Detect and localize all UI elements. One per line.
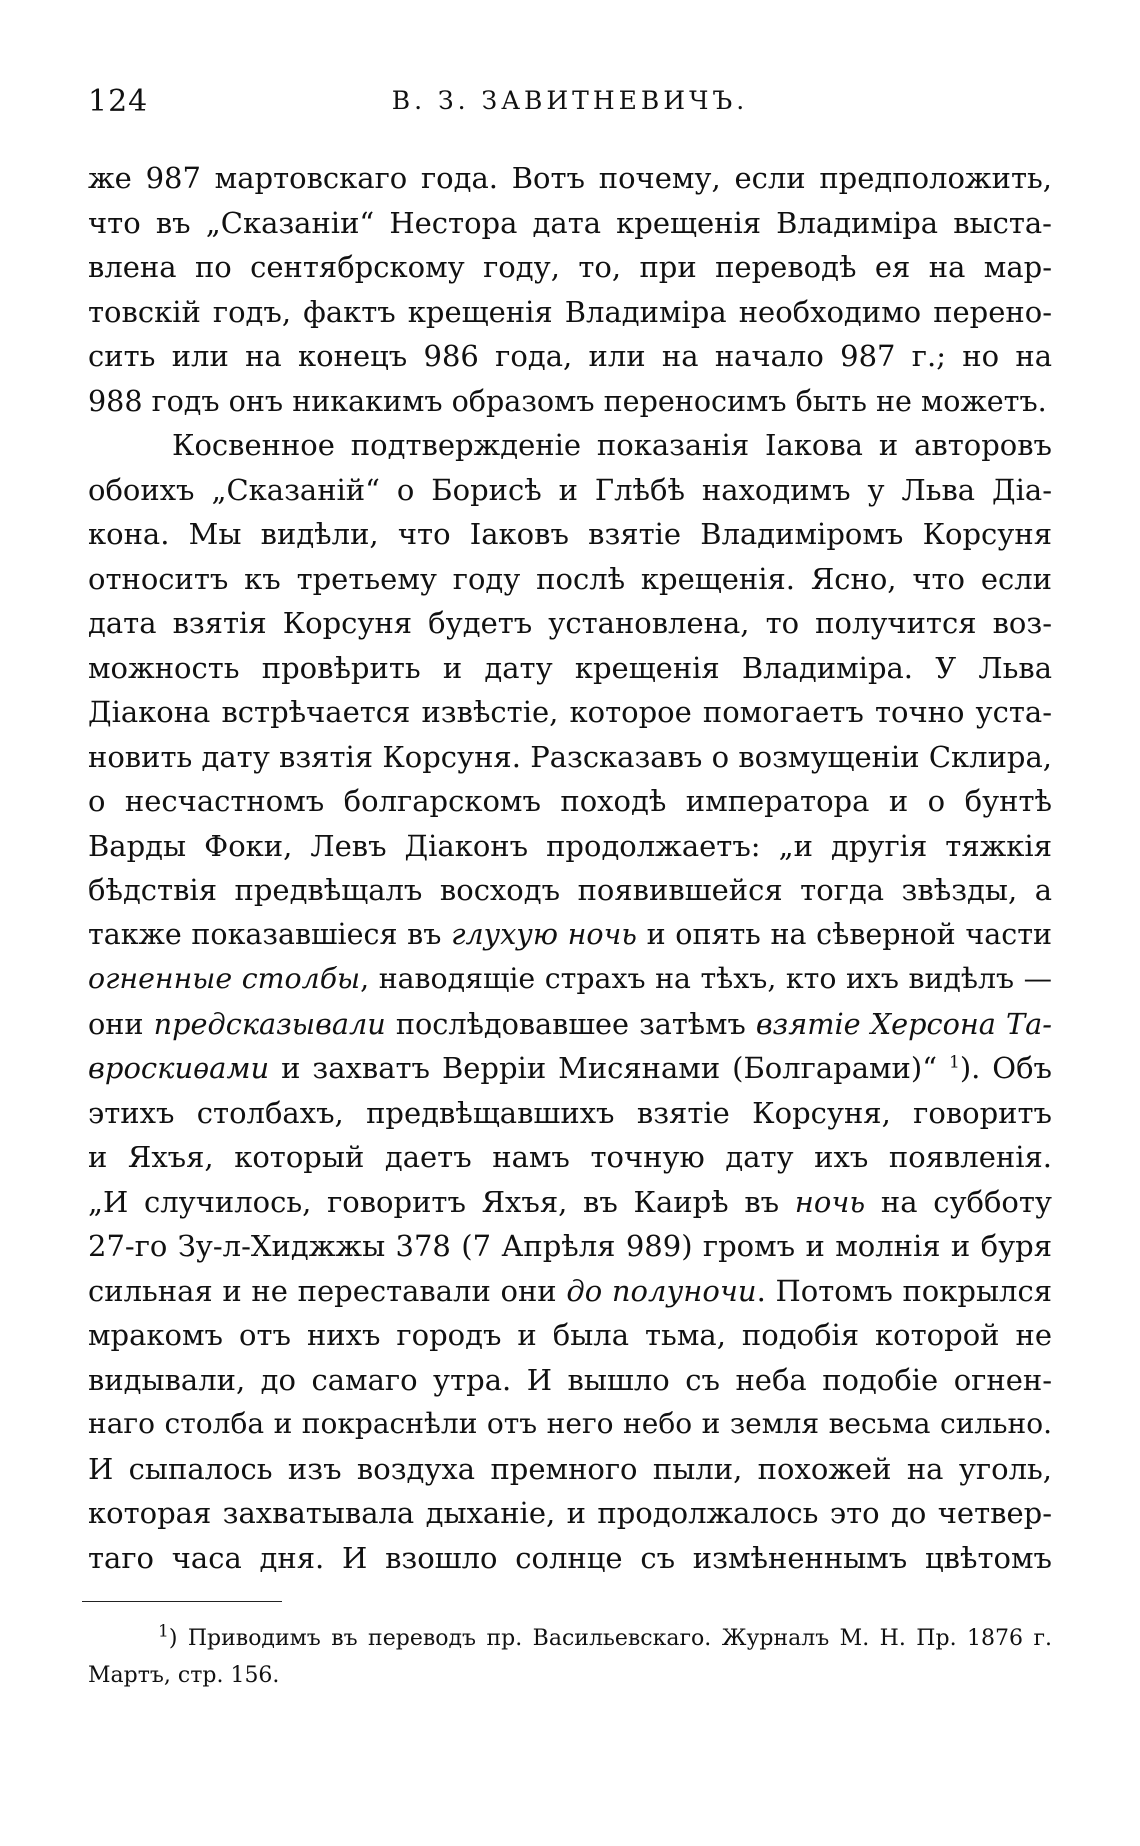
- footnote-reference[interactable]: 1: [948, 1052, 960, 1073]
- text-line: [88, 1046, 1052, 1091]
- text-line: же 987 мартовскаго года. Вотъ почему, если предположить,: [88, 161, 1052, 195]
- text-line: 988 годъ онъ никакимъ образомъ переносимъ быть не можетъ.: [88, 383, 1047, 418]
- text-segment: также показавшіеся въ: [88, 917, 452, 951]
- text-line: обоихъ „Сказаній“ о Борисѣ и Глѣбѣ находимъ у Льва Діа-: [88, 472, 1052, 507]
- text-segment: „И случилось, говоритъ Яхъя, въ Каирѣ въ: [88, 1184, 795, 1219]
- text-line: относитъ къ третьему году послѣ крещенія. Ясно, что если: [88, 561, 1052, 596]
- text-line: что въ „Сказаніи“ Нестора дата крещенія Владиміра выста-: [88, 205, 1052, 240]
- text-line: новить дату взятія Корсуня. Разсказавъ о возмущеніи Склира,: [88, 739, 1052, 774]
- footnote-divider: [82, 1601, 282, 1602]
- text-line: сить или на конецъ 986 года, или на начало 987 г.; но на: [88, 339, 1052, 373]
- text-segment: . Потомъ покрылся: [756, 1273, 1052, 1308]
- text-line: товскій годъ, фактъ крещенія Владиміра необходимо перено-: [88, 294, 1052, 329]
- text-segment: и захватъ Верріи Мисянами (Болгарами)“: [269, 1051, 949, 1085]
- text-line: можность провѣрить и дату крещенія Владиміра. У Льва: [88, 650, 1052, 685]
- text-segment: они: [88, 1006, 154, 1041]
- text-segment: и опять на сѣверной части: [636, 917, 1052, 951]
- text-segment: , наводящіе страхъ на тѣхъ, кто ихъ видѣлъ —: [360, 962, 1052, 995]
- text-line: которая захватывала дыханіе, и продолжалось это до четвер-: [88, 1496, 1052, 1530]
- text-line: 27-го Зу-л-Хиджжы 378 (7 Апрѣля 989) громъ и молнія и буря: [88, 1229, 1052, 1263]
- footnote-line: [88, 1620, 1052, 1657]
- text-segment: послѣдовавшее затѣмъ: [385, 1006, 756, 1041]
- page-number: 124: [88, 84, 149, 119]
- footnote-text: ) Приводимъ въ переводъ пр. Васильевскаго. Журналъ М. Н. Пр. 1876 г.: [168, 1626, 1052, 1651]
- text-line: Варды Фоки, Левъ Діаконъ продолжаетъ: „и другія тяжкія: [88, 828, 1052, 863]
- footnote: [88, 1620, 1052, 1694]
- italic-segment: глухую ночь: [451, 917, 637, 951]
- italic-segment: ночь: [794, 1184, 866, 1219]
- text-line: Діакона встрѣчается извѣстіе, которое помогаетъ точно уста-: [88, 695, 1052, 729]
- footnote-marker: 1: [158, 1621, 169, 1642]
- italic-segment: до полуночи: [566, 1273, 757, 1308]
- paragraph-start: Косвенное подтвержденіе показанія Іакова и авторовъ: [172, 428, 1052, 462]
- italic-segment: взятіе Херсона Та-: [755, 1006, 1052, 1041]
- text-line: наго столба и покраснѣли отъ него небо и земля весьма сильно.: [88, 1407, 1052, 1440]
- text-line: бѣдствія предвѣщалъ восходъ появившейся тогда звѣзды, а: [88, 873, 1052, 907]
- text-line: и Яхъя, который даетъ намъ точную дату ихъ появленія.: [88, 1140, 1052, 1174]
- text-line: [88, 913, 1052, 958]
- page-header: [88, 84, 1052, 124]
- italic-segment: вроскиѳами: [88, 1051, 270, 1085]
- text-line: [88, 1180, 1052, 1225]
- text-segment: ). Объ: [959, 1051, 1052, 1085]
- italic-segment: предсказывали: [153, 1006, 386, 1041]
- footnote-line: Мартъ, стр. 156.: [88, 1663, 280, 1688]
- text-line: кона. Мы видѣли, что Іаковъ взятіе Владиміромъ Корсуня: [88, 517, 1052, 551]
- text-line: [88, 1269, 1052, 1314]
- text-line: [88, 1002, 1052, 1047]
- text-line: этихъ столбахъ, предвѣщавшихъ взятіе Корсуня, говоритъ: [88, 1095, 1052, 1130]
- body-text: [88, 156, 1052, 1580]
- text-line: о несчастномъ болгарскомъ походѣ императора и о бунтѣ: [88, 784, 1052, 818]
- text-line: таго часа дня. И взошло солнце съ измѣненнымъ цвѣтомъ: [88, 1540, 1052, 1575]
- text-line: мракомъ отъ нихъ городъ и была тьма, подобія которой не: [88, 1318, 1052, 1352]
- text-segment: сильная и не переставали они: [88, 1273, 567, 1308]
- running-head: В. З. ЗАВИТНЕВИЧЪ.: [391, 86, 749, 115]
- text-line: И сыпалось изъ воздуха премного пыли, похожей на уголь,: [88, 1451, 1052, 1486]
- text-line: дата взятія Корсуня будетъ установлена, то получится воз-: [88, 606, 1052, 640]
- text-segment: на субботу: [865, 1184, 1052, 1219]
- italic-segment: огненные столбы: [88, 962, 361, 995]
- text-line: видывали, до самаго утра. И вышло съ неба подобіе огнен-: [88, 1362, 1052, 1397]
- text-line: влена по сентябрскому году, то, при переводѣ ея на мар-: [88, 250, 1052, 284]
- text-line: [88, 957, 1052, 1002]
